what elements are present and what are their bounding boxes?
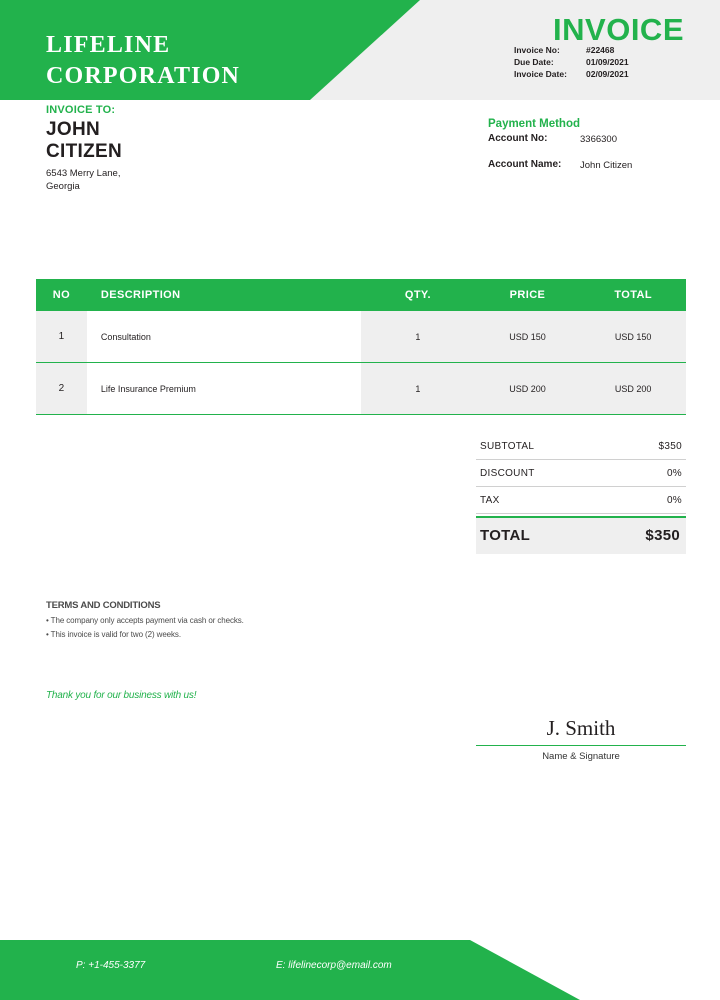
summary-row-total: [476, 516, 686, 554]
payment-account-no-row: [488, 133, 688, 145]
footer-email: E: lifelinecorp@email.com: [276, 960, 392, 971]
meta-row-due-date: [514, 56, 684, 68]
summary-label-tax: TAX: [480, 495, 500, 506]
signature-block: [476, 716, 686, 762]
invoice-header: [0, 0, 720, 100]
signature-caption: Name & Signature: [542, 751, 620, 762]
summary-value-tax: 0%: [666, 495, 682, 506]
company-name-line1: LIFELINE: [46, 32, 171, 58]
meta-label-invoice-date: Invoice Date:: [514, 69, 567, 79]
payment-account-name-label: Account Name:: [488, 159, 562, 170]
meta-label-due-date: Due Date:: [514, 57, 554, 67]
terms-block: [46, 600, 466, 639]
cell-no: 2: [36, 363, 87, 414]
table-header-row: [36, 279, 686, 311]
terms-item: • The company only accepts payment via cash or checks.: [46, 616, 244, 625]
column-header-description: DESCRIPTION: [100, 289, 181, 301]
terms-item: • This invoice is valid for two (2) weeks.: [46, 630, 181, 639]
payment-method-title: Payment Method: [488, 118, 581, 130]
summary-label-total: TOTAL: [480, 527, 531, 544]
cell-no: 1: [36, 311, 87, 362]
meta-row-invoice-date: [514, 68, 684, 80]
column-header-total: TOTAL: [614, 289, 652, 301]
footer-phone: P: +1-455-3377: [76, 960, 146, 971]
cell-total: USD 150: [580, 311, 686, 362]
bill-to-title: INVOICE TO:: [46, 104, 116, 116]
payment-account-no-label: Account No:: [488, 133, 548, 144]
payment-method-block: [488, 118, 688, 171]
table-row: [36, 311, 686, 363]
summary-value-total: $350: [645, 527, 680, 544]
bill-to-block: [46, 104, 326, 193]
cell-description: Life Insurance Premium: [100, 383, 196, 394]
meta-value-invoice-date: 02/09/2021: [586, 69, 629, 79]
summary-label-discount: DISCOUNT: [480, 468, 535, 479]
summary-value-discount: 0%: [666, 468, 682, 479]
summary-block: [476, 433, 686, 554]
summary-row-discount: [476, 460, 686, 487]
bill-to-address-line2: Georgia: [46, 181, 80, 192]
bill-to-address-line1: 6543 Merry Lane,: [46, 168, 121, 179]
company-name-line2: CORPORATION: [46, 63, 241, 89]
summary-row-tax: [476, 487, 686, 514]
thank-you-note: Thank you for our business with us!: [46, 690, 197, 701]
page-title: INVOICE: [553, 12, 684, 47]
cell-price: USD 200: [475, 363, 581, 414]
signature-name: J. Smith: [546, 716, 616, 740]
cell-qty: 1: [361, 363, 475, 414]
bill-to-name-line1: JOHN: [46, 119, 100, 140]
terms-title: TERMS AND CONDITIONS: [46, 600, 161, 611]
bill-to-address: [46, 167, 326, 193]
meta-value-due-date: 01/09/2021: [586, 57, 629, 67]
summary-value-subtotal: $350: [658, 441, 682, 452]
cell-description: Consultation: [100, 331, 151, 342]
summary-row-subtotal: [476, 433, 686, 460]
company-name: [46, 30, 240, 92]
meta-row-invoice-no: [514, 44, 684, 56]
cell-price: USD 150: [475, 311, 581, 362]
invoice-footer: [0, 940, 720, 1000]
payment-account-no-value: 3366300: [580, 134, 617, 145]
cell-qty: 1: [361, 311, 475, 362]
meta-value-invoice-no: #22468: [586, 45, 615, 55]
table-row: [36, 363, 686, 415]
payment-account-name-value: John Citizen: [580, 160, 633, 171]
column-header-qty: QTY.: [404, 289, 431, 301]
column-header-price: PRICE: [509, 289, 546, 301]
invoice-meta: [514, 44, 684, 80]
payment-account-name-row: [488, 159, 688, 171]
bill-to-name-line2: CITIZEN: [46, 141, 122, 162]
summary-label-subtotal: SUBTOTAL: [480, 441, 535, 452]
meta-label-invoice-no: Invoice No:: [514, 45, 560, 55]
bill-to-name: [46, 119, 326, 163]
column-header-no: NO: [52, 289, 71, 301]
cell-total: USD 200: [580, 363, 686, 414]
line-items-table: [36, 279, 686, 415]
signature-line: [476, 745, 686, 746]
